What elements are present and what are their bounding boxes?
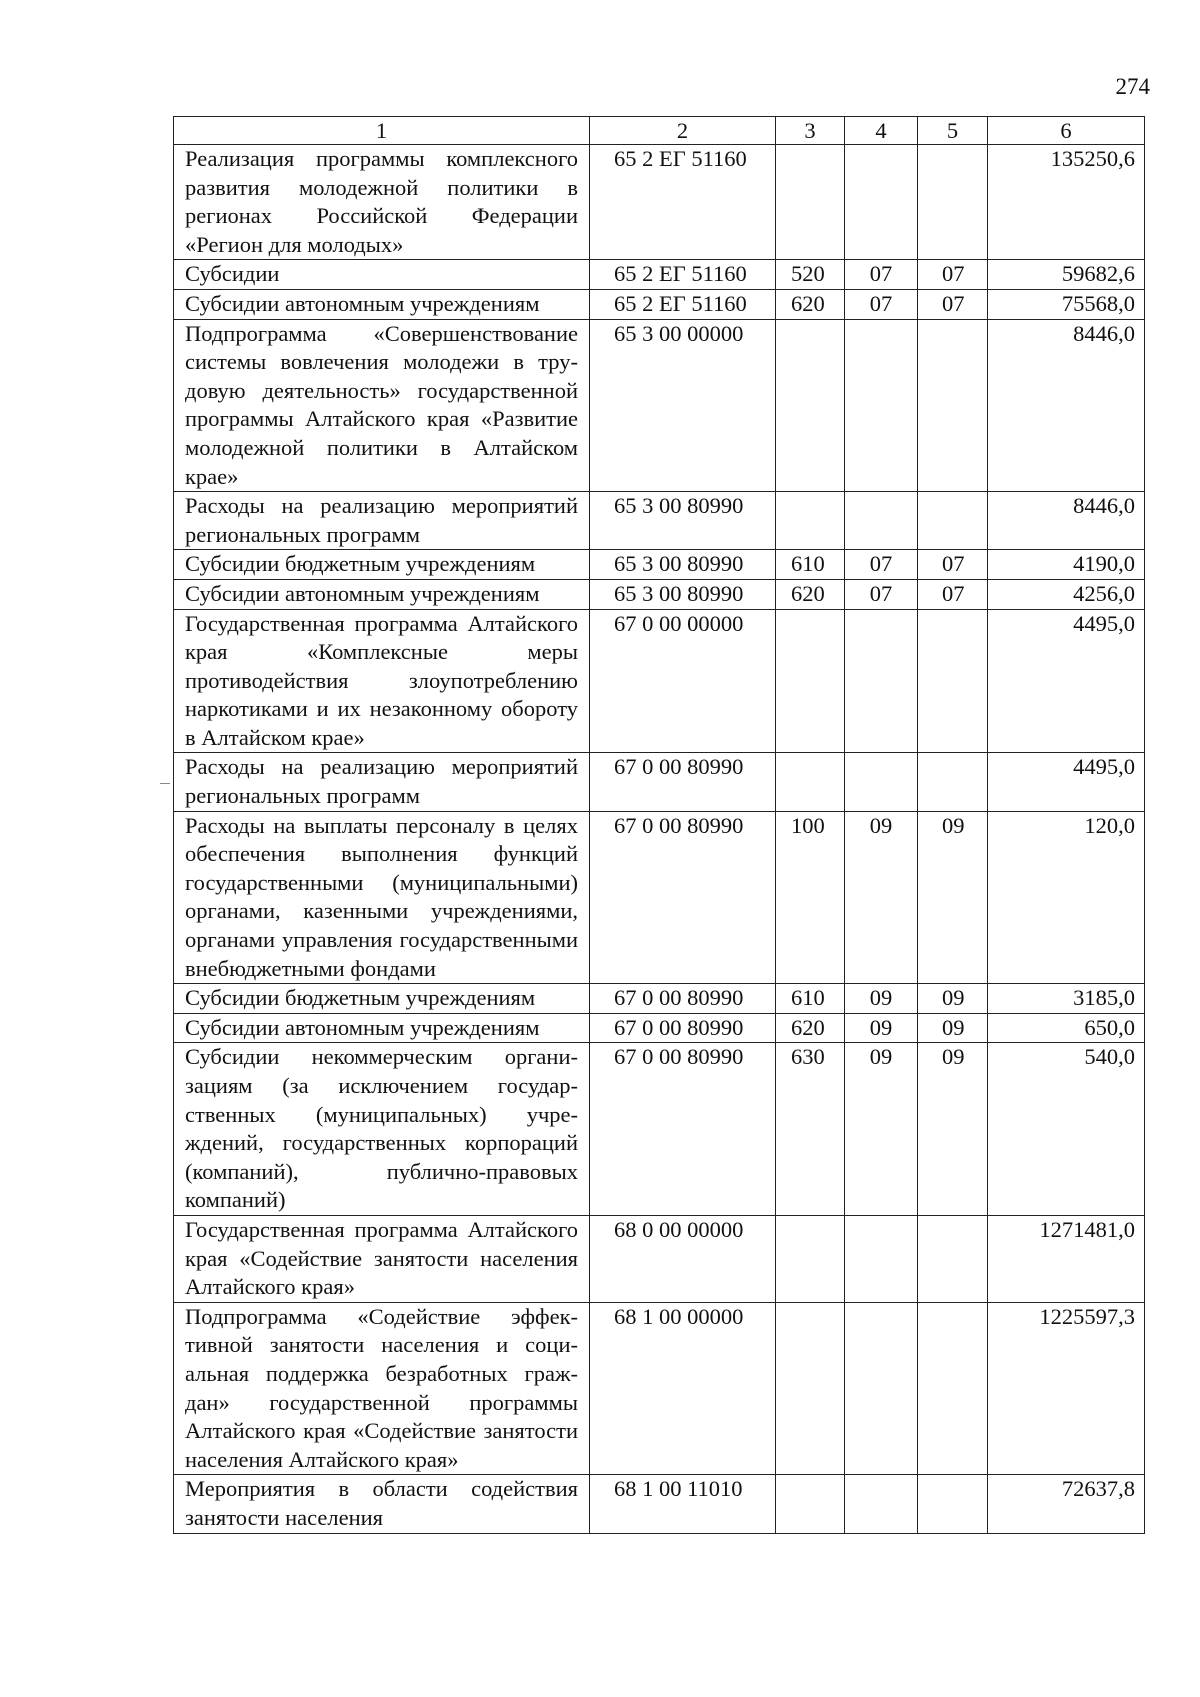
- col3-cell: 520: [776, 260, 845, 290]
- item-name-cell: Субсидии бюджетным учреждениям: [174, 550, 590, 580]
- code-cell: 67 0 00 80990: [590, 753, 776, 811]
- col3-cell: 610: [776, 984, 845, 1014]
- amount-cell: 72637,8: [988, 1475, 1145, 1533]
- col4-cell: 09: [845, 1043, 918, 1216]
- col3-cell: [776, 609, 845, 753]
- col5-cell: 07: [918, 550, 988, 580]
- table-row: [174, 550, 1145, 580]
- item-name-cell: Государственная программа Алтайского края «Содействие занятости населения Алтайского края»: [174, 1215, 590, 1302]
- col4-cell: 07: [845, 579, 918, 609]
- code-cell: 65 3 00 80990: [590, 492, 776, 550]
- col3-cell: 100: [776, 811, 845, 984]
- header-cell-2: 2: [590, 117, 776, 145]
- item-name-cell: Субсидии бюджетным учреждениям: [174, 984, 590, 1014]
- item-name-cell: Реализация программы комплексного развития молодежной политики в регионах Российской Федерации «Регион для молодых»: [174, 145, 590, 260]
- table-row: [174, 1013, 1145, 1043]
- col3-cell: 620: [776, 1013, 845, 1043]
- amount-cell: 8446,0: [988, 319, 1145, 492]
- col4-cell: [845, 1475, 918, 1533]
- code-cell: 65 3 00 80990: [590, 579, 776, 609]
- col5-cell: 07: [918, 260, 988, 290]
- amount-cell: 59682,6: [988, 260, 1145, 290]
- amount-cell: 120,0: [988, 811, 1145, 984]
- col3-cell: [776, 492, 845, 550]
- amount-cell: 540,0: [988, 1043, 1145, 1216]
- col5-cell: [918, 753, 988, 811]
- amount-cell: 1271481,0: [988, 1215, 1145, 1302]
- col4-cell: 09: [845, 811, 918, 984]
- header-cell-5: 5: [918, 117, 988, 145]
- col4-cell: [845, 609, 918, 753]
- col3-cell: [776, 319, 845, 492]
- amount-cell: 8446,0: [988, 492, 1145, 550]
- item-name-cell: Государственная программа Алтайского края «Комплексные меры противодействия злоупотреблению наркотиками и их незаконному обороту в Алтайском крае»: [174, 609, 590, 753]
- item-name-cell: Субсидии автономным учреждениям: [174, 1013, 590, 1043]
- code-cell: 65 3 00 80990: [590, 550, 776, 580]
- table-row: [174, 492, 1145, 550]
- table-row: [174, 145, 1145, 260]
- item-name-cell: Расходы на реализацию мероприятий региональных программ: [174, 492, 590, 550]
- amount-cell: 1225597,3: [988, 1302, 1145, 1475]
- table-row: [174, 1475, 1145, 1533]
- col3-cell: [776, 753, 845, 811]
- item-name-cell: Мероприятия в области содействия занятости населения: [174, 1475, 590, 1533]
- col5-cell: [918, 1475, 988, 1533]
- item-name-cell: Субсидии некоммерческим организациям (за исключением государственных (муниципальных) учреждений, государственных корпораций (компаний), публично-правовых компаний): [174, 1043, 590, 1216]
- item-name-cell: Субсидии автономным учреждениям: [174, 579, 590, 609]
- amount-cell: 75568,0: [988, 289, 1145, 319]
- col3-cell: [776, 1475, 845, 1533]
- col4-cell: 09: [845, 1013, 918, 1043]
- amount-cell: 135250,6: [988, 145, 1145, 260]
- col4-cell: 07: [845, 550, 918, 580]
- col5-cell: [918, 1215, 988, 1302]
- header-cell-1: 1: [174, 117, 590, 145]
- code-cell: 67 0 00 80990: [590, 984, 776, 1014]
- code-cell: 67 0 00 00000: [590, 609, 776, 753]
- code-cell: 67 0 00 80990: [590, 811, 776, 984]
- amount-cell: 4190,0: [988, 550, 1145, 580]
- col5-cell: 09: [918, 1013, 988, 1043]
- table-row: [174, 753, 1145, 811]
- col5-cell: 09: [918, 811, 988, 984]
- col3-cell: 620: [776, 579, 845, 609]
- page-number: 274: [1115, 74, 1150, 99]
- col4-cell: [845, 492, 918, 550]
- col5-cell: 09: [918, 984, 988, 1014]
- col4-cell: [845, 319, 918, 492]
- table-row: [174, 1043, 1145, 1216]
- code-cell: 65 2 ЕГ 51160: [590, 289, 776, 319]
- code-cell: 68 1 00 00000: [590, 1302, 776, 1475]
- col5-cell: [918, 145, 988, 260]
- table-row: [174, 1215, 1145, 1302]
- item-name-cell: Подпрограмма «Содействие эффективной занятости населения и социальная поддержка безработных граждан» государственной программы Алтайского края «Содействие занятости населения Алтайского края»: [174, 1302, 590, 1475]
- col3-cell: 620: [776, 289, 845, 319]
- col3-cell: [776, 1215, 845, 1302]
- table-row: [174, 984, 1145, 1014]
- amount-cell: 4495,0: [988, 753, 1145, 811]
- col5-cell: [918, 492, 988, 550]
- amount-cell: 4256,0: [988, 579, 1145, 609]
- header-cell-4: 4: [845, 117, 918, 145]
- table-row: [174, 319, 1145, 492]
- col3-cell: [776, 1302, 845, 1475]
- table-row: [174, 260, 1145, 290]
- code-cell: 65 2 ЕГ 51160: [590, 145, 776, 260]
- table-body: [174, 145, 1145, 1534]
- item-name-cell: Расходы на выплаты персоналу в целях обеспечения выполнения функций государственными (муниципальными) органами, казенными учреждениями, органами управления государственными внебюджетными фондами: [174, 811, 590, 984]
- col4-cell: [845, 1215, 918, 1302]
- col4-cell: 09: [845, 984, 918, 1014]
- col5-cell: 07: [918, 579, 988, 609]
- amount-cell: 4495,0: [988, 609, 1145, 753]
- item-name-cell: Расходы на реализацию мероприятий региональных программ: [174, 753, 590, 811]
- amount-cell: 3185,0: [988, 984, 1145, 1014]
- table-row: [174, 1302, 1145, 1475]
- col5-cell: 09: [918, 1043, 988, 1216]
- item-name-cell: Субсидии: [174, 260, 590, 290]
- header-cell-3: 3: [776, 117, 845, 145]
- col4-cell: 07: [845, 260, 918, 290]
- code-cell: 67 0 00 80990: [590, 1013, 776, 1043]
- col5-cell: [918, 1302, 988, 1475]
- col4-cell: [845, 1302, 918, 1475]
- code-cell: 65 2 ЕГ 51160: [590, 260, 776, 290]
- table-row: [174, 609, 1145, 753]
- table-row: [174, 289, 1145, 319]
- code-cell: 65 3 00 00000: [590, 319, 776, 492]
- item-name-cell: Подпрограмма «Совершенствование системы вовлечения молодежи в трудовую деятельность» государственной программы Алтайского края «Развитие молодежной политики в Алтайском крае»: [174, 319, 590, 492]
- col5-cell: [918, 319, 988, 492]
- col4-cell: [845, 753, 918, 811]
- amount-cell: 650,0: [988, 1013, 1145, 1043]
- table-row: [174, 579, 1145, 609]
- header-cell-6: 6: [988, 117, 1145, 145]
- code-cell: 68 0 00 00000: [590, 1215, 776, 1302]
- margin-mark: [160, 783, 170, 784]
- table-row: [174, 811, 1145, 984]
- code-cell: 68 1 00 11010: [590, 1475, 776, 1533]
- col5-cell: 07: [918, 289, 988, 319]
- budget-table: [173, 116, 1145, 1534]
- col3-cell: 630: [776, 1043, 845, 1216]
- col4-cell: [845, 145, 918, 260]
- col4-cell: 07: [845, 289, 918, 319]
- col5-cell: [918, 609, 988, 753]
- table-header: [174, 117, 1145, 145]
- item-name-cell: Субсидии автономным учреждениям: [174, 289, 590, 319]
- col3-cell: 610: [776, 550, 845, 580]
- code-cell: 67 0 00 80990: [590, 1043, 776, 1216]
- col3-cell: [776, 145, 845, 260]
- header-row: [174, 117, 1145, 145]
